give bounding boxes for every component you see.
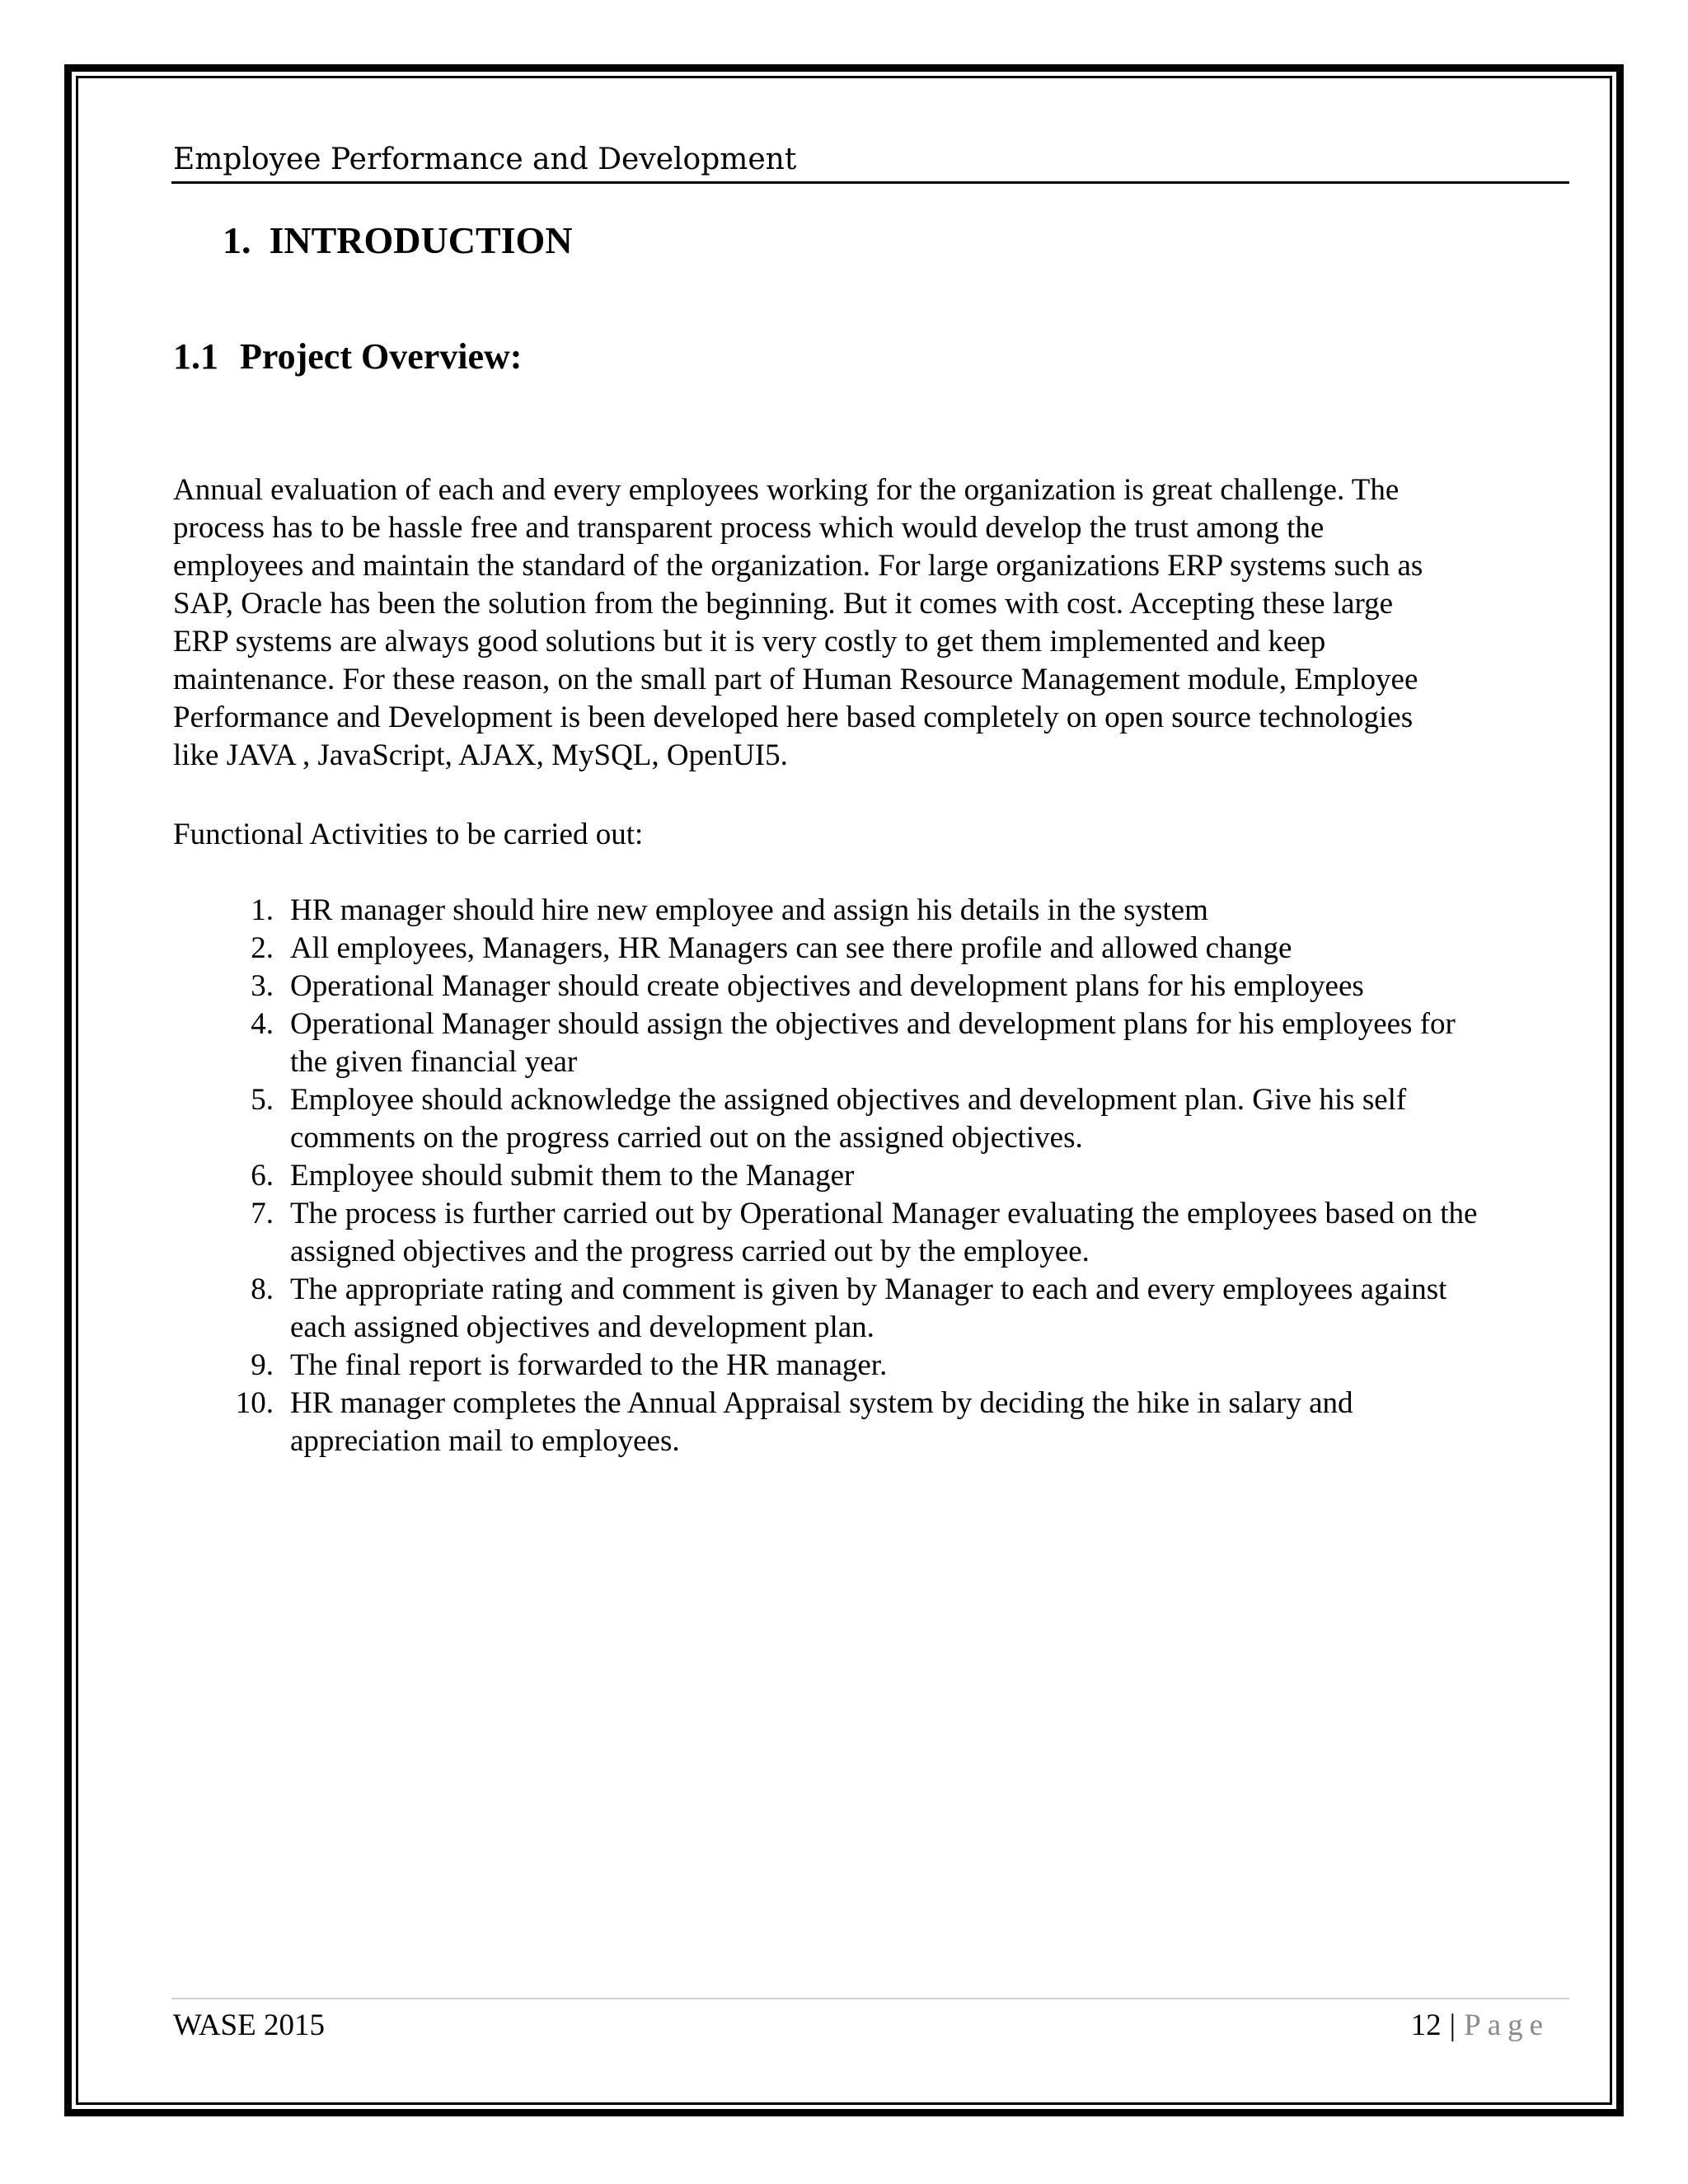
list-item [173, 1385, 1574, 1460]
section-heading [223, 216, 573, 265]
running-header: Employee Performance and Development [173, 143, 797, 176]
footer-rule [171, 1998, 1569, 1999]
activities-list [173, 892, 1574, 1460]
list-item [173, 1157, 1574, 1195]
list-item [173, 1195, 1574, 1271]
list-item [173, 1005, 1574, 1081]
page-word: Page [1464, 2008, 1550, 2042]
overview-line: ERP systems are always good solutions but it is very costly to get them implemented and keep [173, 625, 1326, 658]
list-item-number: 6. [251, 1159, 274, 1193]
list-item-text: HR manager should hire new employee and assign his details in the system [290, 893, 1208, 927]
list-item-text: The final report is forwarded to the HR manager. [290, 1348, 888, 1382]
overview-line: like JAVA , JavaScript, AJAX, MySQL, OpenUI5. [173, 738, 788, 772]
page-number: 12 [1410, 2008, 1442, 2042]
footer-left-text: WASE 2015 [173, 2008, 325, 2042]
section-title: INTRODUCTION [269, 219, 573, 261]
list-item-text: HR manager completes the Annual Appraisal system by deciding the hike in salary and [290, 1386, 1353, 1420]
list-item-text: assigned objectives and the progress carried out by the employee. [290, 1235, 1090, 1268]
overview-paragraph [173, 471, 1574, 775]
list-item-number: 1. [251, 893, 274, 927]
functional-activities-label: Functional Activities to be carried out: [173, 818, 644, 851]
list-item-number: 5. [251, 1083, 274, 1117]
list-item [173, 968, 1574, 1005]
list-item-number: 4. [251, 1007, 274, 1041]
overview-line: Performance and Development is been developed here based completely on open source technologies [173, 701, 1414, 734]
overview-line: process has to be hassle free and transparent process which would develop the trust among the [173, 511, 1325, 545]
list-item-text: The appropriate rating and comment is given by Manager to each and every employees against [290, 1272, 1447, 1306]
overview-line: employees and maintain the standard of the organization. For large organizations ERP systems such as [173, 549, 1423, 583]
list-item-number: 10. [235, 1386, 274, 1420]
list-item-text: Operational Manager should assign the objectives and development plans for his employees for [290, 1007, 1456, 1041]
list-item-text: All employees, Managers, HR Managers can see there profile and allowed change [290, 931, 1292, 965]
list-item-number: 9. [251, 1348, 274, 1382]
subsection-title: Project Overview: [240, 336, 523, 377]
list-item-number: 2. [251, 931, 274, 965]
page-separator: | [1449, 2008, 1456, 2042]
section-number: 1. [223, 219, 251, 261]
page-number-block [1411, 2004, 1550, 2047]
list-item [173, 1081, 1574, 1157]
list-item-text: appreciation mail to employees. [290, 1424, 680, 1458]
list-item-number: 8. [251, 1272, 274, 1306]
list-item-text: Employee should acknowledge the assigned objectives and development plan. Give his self [290, 1083, 1407, 1117]
list-item [173, 892, 1574, 930]
subsection-number: 1.1 [173, 336, 218, 377]
list-item [173, 1347, 1574, 1385]
header-rule [171, 181, 1569, 184]
list-item-number: 7. [251, 1197, 274, 1230]
list-item-text: the given financial year [290, 1045, 578, 1079]
list-item-number: 3. [251, 969, 274, 1003]
list-item-text: comments on the progress carried out on the assigned objectives. [290, 1121, 1083, 1155]
list-item-text: Operational Manager should create objectives and development plans for his employees [290, 969, 1364, 1003]
list-item [173, 1271, 1574, 1347]
subsection-heading [173, 333, 522, 381]
overview-line: maintenance. For these reason, on the small part of Human Resource Management module, Employee [173, 663, 1418, 696]
list-item-text: each assigned objectives and development plan. [290, 1310, 874, 1344]
list-item [173, 930, 1574, 968]
overview-line: SAP, Oracle has been the solution from the beginning. But it comes with cost. Accepting these large [173, 587, 1394, 621]
list-item-text: The process is further carried out by Operational Manager evaluating the employees based on the [290, 1197, 1478, 1230]
list-item-text: Employee should submit them to the Manager [290, 1159, 855, 1193]
overview-line: Annual evaluation of each and every employees working for the organization is great challenge. The [173, 473, 1400, 507]
